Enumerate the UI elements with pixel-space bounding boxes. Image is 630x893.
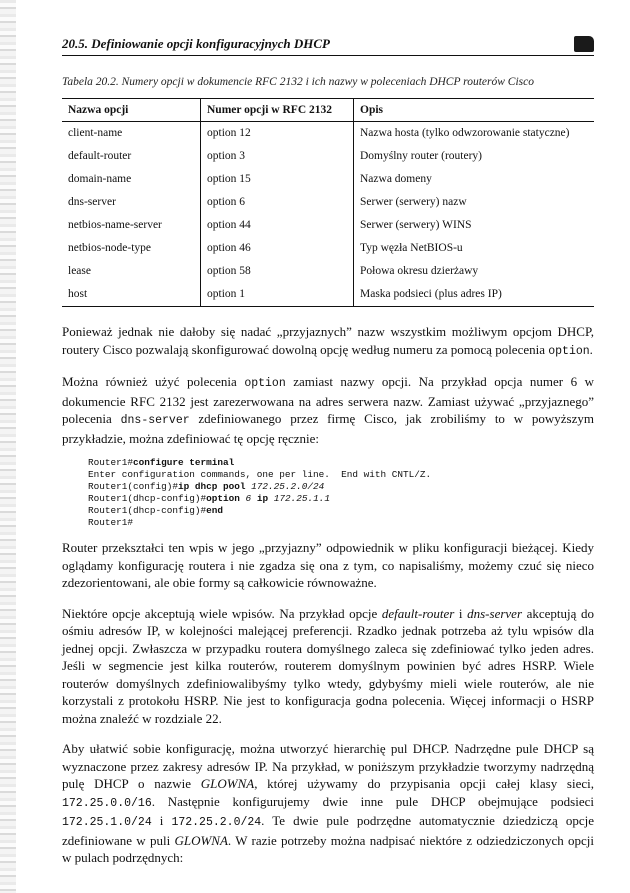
italic-term: default-router <box>381 605 455 621</box>
code-line <box>88 481 594 493</box>
code-line <box>88 457 594 469</box>
table-row <box>62 122 594 146</box>
page <box>62 30 594 867</box>
text: Ponieważ jednak nie dałoby się nadać „przyjaznych” nazw wszystkim możliwym opcjom DHCP, routery Cisco pozwalają skonfigurować dowolną opcję według numeru za pomocą polecenia <box>62 324 594 357</box>
code-listing <box>88 457 594 529</box>
table-header-row <box>62 99 594 122</box>
text: akceptują do ośmiu adresów IP, w kolejności malejącej preferencji. Rzadko jednak potrzeba aż tylu wpisów dla jednej opcji. Zwłaszcza w przypadku routera domyślnego zaleca się zdefiniować tylko jeden adres. Jeśli w segmencie jest kilka routerów, routerem domyślnym powinien być adres HSRP. Wiele routerów domyślnych zdefiniowalibyśmy tylko wtedy, gdybyśmy mieli wiele routerów, ale nie korzystali z protokołu HSRP. Nie jest to konfiguracja godna polecenia. Więcej informacji o HSRP można znaleźć w rozdziale 22. <box>62 605 594 726</box>
scan-edge <box>0 0 16 893</box>
text: zamiast nazwy opcji. Na przykład opcja numer 6 w dokumencie RFC 2132 jest zarezerwowana na adres serwera nazw. Zamiast używać „przyjaznego” polecenia <box>62 374 594 426</box>
italic-term: dns-server <box>467 605 523 621</box>
column-header: Opis <box>354 99 595 122</box>
text: i <box>454 605 468 621</box>
option-number: option 6 <box>201 191 354 214</box>
argument: 172.25.1.1 <box>268 493 330 504</box>
chapter-thumb-mark <box>574 36 594 52</box>
paragraph-4 <box>62 605 594 728</box>
text: zdefiniowanego przez firmę Cisco, jak zrobiliśmy to w powyższym przykładzie, można zdefiniować tę opcję ręcznie: <box>62 411 595 446</box>
prompt: Router1(config)# <box>88 481 179 492</box>
text: Można również użyć polecenia <box>62 374 245 389</box>
option-number: option 44 <box>201 214 354 237</box>
text: i <box>151 813 172 828</box>
text: Aby ułatwić sobie konfigurację, można utworzyć hierarchię pul DHCP. Nadrzędne pule DHCP są wyznaczone przez zakresy adresów IP. Na przykład, w poniższym przykładzie tworzymy nadrzędną pulę DHCP o nazwie <box>62 741 594 791</box>
table-row <box>62 260 594 283</box>
option-name: dns-server <box>68 196 116 208</box>
command: end <box>206 505 224 516</box>
table-row <box>62 191 594 214</box>
italic-term: GLOWNA <box>200 776 255 791</box>
inline-code: option <box>244 377 286 390</box>
inline-code: option <box>548 344 590 358</box>
option-description: Maska podsieci (plus adres IP) <box>354 283 595 307</box>
option-description: Nazwa hosta (tylko odwzorowanie statyczne) <box>354 122 595 146</box>
text: . Następnie konfigurujemy dwie inne pule DHCP obejmujące podsieci <box>151 793 594 809</box>
paragraph-3: Router przekształci ten wpis w jego „przyjazny” odpowiednik w pliku konfiguracji bieżącej. Kiedy oglądamy konfigurację routera i nie zgadza się ona z tym, co napisaliśmy, możemy czuć się nieco zdezorientowani, ale obie formy są całkowicie równoważne. <box>62 540 594 590</box>
code-line: Enter configuration commands, one per line. End with CNTL/Z. <box>88 469 432 480</box>
option-description: Domyślny router (routery) <box>354 145 595 168</box>
option-name: host <box>62 283 201 307</box>
prompt: Router1# <box>88 457 134 468</box>
code-line: Router1# <box>88 517 134 528</box>
inline-code: 172.25.0.0/16 <box>62 796 152 810</box>
inline-code: 172.25.1.0/24 <box>62 816 152 829</box>
table-caption: Tabela 20.2. Numery opcji w dokumencie RFC 2132 i ich nazwy w poleceniach DHCP routerów Cisco <box>62 76 534 88</box>
text: . Te dwie pule podrzędne automatycznie dziedziczą opcje zdefiniowane w puli <box>62 813 594 848</box>
prompt: Router1(dhcp-config)# <box>88 493 207 504</box>
option-number: option 3 <box>201 145 354 168</box>
paragraph-2 <box>62 373 594 447</box>
column-header: Nazwa opcji <box>62 99 201 122</box>
italic-term: GLOWNA <box>174 832 228 848</box>
option-name: domain-name <box>68 173 132 185</box>
text: . <box>589 341 593 357</box>
dhcp-options-table <box>62 98 594 307</box>
option-name: default-router <box>68 150 132 162</box>
option-description: Nazwa domeny <box>354 168 595 191</box>
code-line <box>88 505 594 517</box>
table-row <box>62 237 594 260</box>
option-number: option 12 <box>201 122 354 146</box>
column-header: Numer opcji w RFC 2132 <box>201 99 354 122</box>
inline-code: 172.25.2.0/24 <box>171 816 262 829</box>
option-description: Typ węzła NetBIOS-u <box>354 237 595 260</box>
running-header <box>62 30 594 56</box>
paragraph-1 <box>62 323 594 360</box>
option-number: option 15 <box>201 168 354 191</box>
option-name: netbios-name-server <box>68 219 162 231</box>
text: Niektóre opcje akceptują wiele wpisów. Na przykład opcje <box>62 605 382 621</box>
command: ip dhcp pool <box>178 481 246 492</box>
section-title: 20.5. Definiowanie opcji konfiguracyjnych DHCP <box>62 36 330 51</box>
table-row <box>62 214 594 237</box>
code-line <box>88 493 594 505</box>
option-number: option 1 <box>201 283 354 307</box>
text: , której używamy do przypisania opcji całej klasy sieci, <box>254 776 594 791</box>
inline-code: dns-server <box>120 414 190 427</box>
argument: 172.25.2.0/24 <box>245 481 325 492</box>
table-row <box>62 283 594 307</box>
option-number: option 58 <box>201 260 354 283</box>
paragraph-5 <box>62 740 594 867</box>
option-name: client-name <box>68 127 123 139</box>
command: configure terminal <box>133 457 235 468</box>
option-name: netbios-node-type <box>68 242 152 254</box>
text: . W razie potrzeby można nadpisać niektóre z odziedziczonych opcji w pulach podrzędnych: <box>62 832 594 865</box>
option-description: Połowa okresu dzierżawy <box>354 260 595 283</box>
prompt: Router1(dhcp-config)# <box>88 505 207 516</box>
table-row <box>62 145 594 168</box>
argument: 6 <box>239 493 257 504</box>
option-description: Serwer (serwery) nazw <box>354 191 595 214</box>
command: option <box>206 493 240 504</box>
table-row <box>62 168 594 191</box>
command: ip <box>256 493 269 504</box>
option-number: option 46 <box>201 237 354 260</box>
option-description: Serwer (serwery) WINS <box>354 214 595 237</box>
option-name: lease <box>68 265 91 277</box>
